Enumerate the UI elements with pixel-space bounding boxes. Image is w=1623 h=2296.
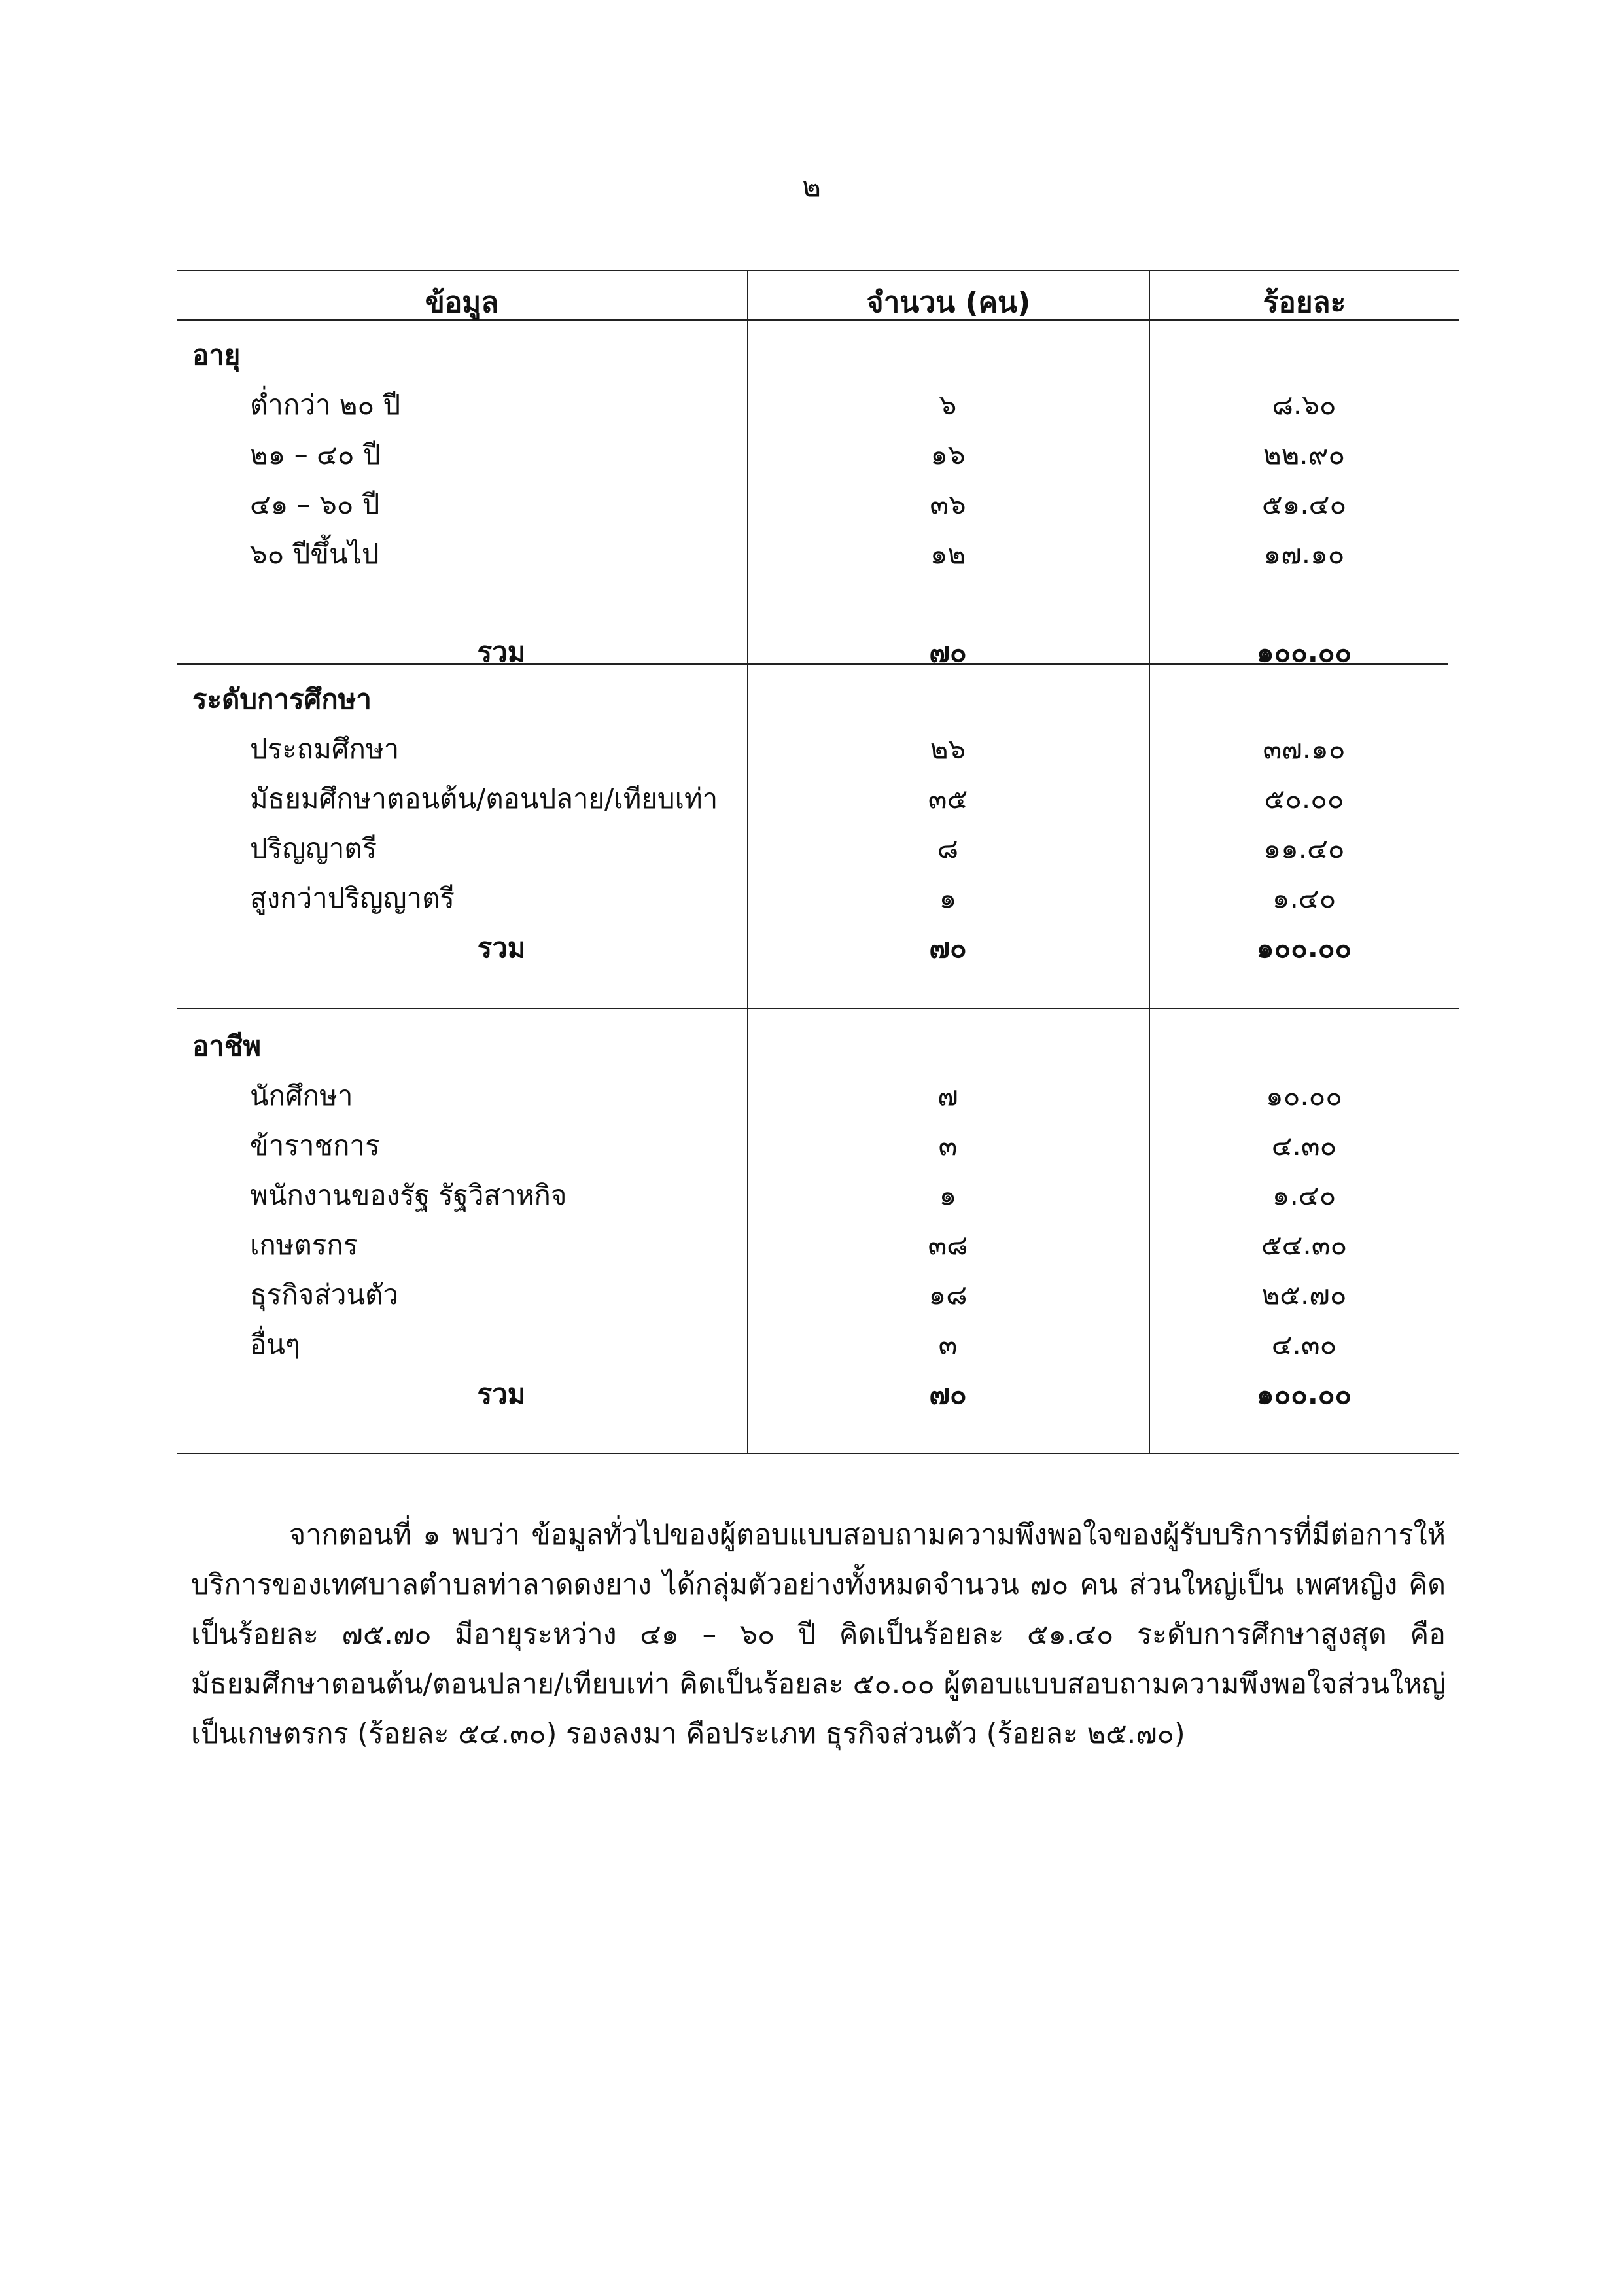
row-percent: ๔.๓๐ <box>1271 1129 1337 1161</box>
row-count: ๒๖ <box>930 733 966 765</box>
page-number: ๒ <box>801 170 821 203</box>
table-row <box>177 425 1459 475</box>
row-count: ๓๕ <box>928 783 968 815</box>
total-percent: ๑๐๐.๐๐ <box>1256 1378 1352 1410</box>
row-label: มัธยมศึกษาตอนต้น/ตอนปลาย/เทียบเท่า <box>250 783 718 815</box>
table-row <box>177 525 1459 574</box>
total-percent: ๑๐๐.๐๐ <box>1256 932 1352 964</box>
header-percent: ร้อยละ <box>1263 286 1346 319</box>
demographics-table <box>177 270 1459 1454</box>
row-percent: ๑๗.๑๐ <box>1263 538 1345 570</box>
row-count: ๓ <box>938 1328 958 1360</box>
row-count: ๘ <box>937 832 959 864</box>
row-percent: ๑.๔๐ <box>1272 1179 1336 1211</box>
row-label: ปริญญาตรี <box>250 832 377 864</box>
total-label: รวม <box>477 1378 526 1410</box>
row-count: ๓๖ <box>930 488 966 520</box>
total-row <box>177 1365 1459 1415</box>
table-row <box>177 1067 1459 1116</box>
row-label: ๒๑ – ๔๐ ปี <box>250 438 381 470</box>
section-age-title <box>177 326 1459 376</box>
table-row <box>177 1166 1459 1216</box>
row-percent: ๑.๔๐ <box>1272 882 1336 914</box>
row-label: ๔๑ – ๖๐ ปี <box>250 488 380 520</box>
section-title: อายุ <box>192 339 241 371</box>
total-count: ๗๐ <box>929 932 967 964</box>
row-count: ๖ <box>939 389 957 421</box>
row-percent: ๕๑.๔๐ <box>1261 488 1347 520</box>
table-row <box>177 720 1459 769</box>
row-label: นักศึกษา <box>250 1080 353 1112</box>
row-count: ๑ <box>939 1179 957 1211</box>
row-percent: ๒๕.๗๐ <box>1261 1279 1347 1311</box>
table-row <box>177 819 1459 869</box>
total-count: ๗๐ <box>929 1378 967 1410</box>
row-count: ๑๘ <box>928 1279 968 1311</box>
table-row <box>177 1216 1459 1265</box>
table-row <box>177 1315 1459 1365</box>
summary-paragraph <box>191 1510 1446 1759</box>
row-count: ๑๖ <box>930 438 966 470</box>
total-label: รวม <box>477 932 526 964</box>
header-count: จำนวน (คน) <box>866 286 1031 319</box>
row-label: ข้าราชการ <box>250 1129 380 1161</box>
table-row <box>177 475 1459 525</box>
row-percent: ๒๒.๙๐ <box>1263 438 1346 470</box>
table-row <box>177 1265 1459 1315</box>
row-percent: ๕๐.๐๐ <box>1264 783 1344 815</box>
total-row <box>177 623 1459 673</box>
row-label: ธุรกิจส่วนตัว <box>250 1279 399 1311</box>
total-percent: ๑๐๐.๐๐ <box>1256 636 1352 668</box>
row-label: เกษตรกร <box>250 1229 358 1261</box>
row-count: ๑ <box>939 882 957 914</box>
row-label: ต่ำกว่า ๒๐ ปี <box>250 389 401 421</box>
summary-text: จากตอนที่ ๑ พบว่า ข้อมูลทั่วไปของผู้ตอบแบบสอบถามความพึงพอใจของผู้รับบริการที่มีต่อการให้บริการของเทศบาลตำบลท่าลาดดงยาง ได้กลุ่มตัวอย่างทั้งหมดจำนวน ๗๐ คน ส่วนใหญ่เป็น เพศหญิง คิดเป็นร้อยละ ๗๕.๗๐ มีอายุระหว่าง ๔๑ – ๖๐ ปี คิดเป็นร้อยละ ๕๑.๔๐ ระดับการศึกษาสูงสุด คือ มัธยมศึกษาตอนต้น/ตอนปลาย/เทียบเท่า คิดเป็นร้อยละ ๕๐.๐๐ ผู้ตอบแบบสอบถามความพึงพอใจส่วนใหญ่เป็นเกษตรกร (ร้อยละ ๕๔.๓๐) รองลงมา คือประเภท ธุรกิจส่วนตัว (ร้อยละ ๒๕.๗๐) <box>191 1519 1446 1750</box>
row-percent: ๑๐.๐๐ <box>1266 1080 1342 1112</box>
row-label: ๖๐ ปีขึ้นไป <box>250 538 379 570</box>
section-title: ระดับการศึกษา <box>192 683 372 715</box>
row-label: สูงกว่าปริญญาตรี <box>250 882 455 914</box>
row-count: ๓๘ <box>928 1229 968 1261</box>
row-count: ๓ <box>938 1129 958 1161</box>
row-label: พนักงานของรัฐ รัฐวิสาหกิจ <box>250 1179 567 1211</box>
section-education-title <box>177 670 1459 720</box>
table-row <box>177 869 1459 919</box>
table-bottom-rule <box>177 1453 1459 1454</box>
header-info: ข้อมูล <box>425 286 499 319</box>
row-percent: ๓๗.๑๐ <box>1263 733 1346 765</box>
total-count: ๗๐ <box>929 636 967 668</box>
table-top-rule <box>177 270 1459 271</box>
row-percent: ๘.๖๐ <box>1272 389 1336 421</box>
education-section-rule <box>177 1008 1459 1009</box>
row-percent: ๕๔.๓๐ <box>1261 1229 1348 1261</box>
section-title: อาชีพ <box>192 1030 261 1062</box>
table-row <box>177 1116 1459 1166</box>
section-occupation-title <box>177 1017 1459 1067</box>
row-percent: ๔.๓๐ <box>1271 1328 1337 1360</box>
row-label: ประถมศึกษา <box>250 733 400 765</box>
table-row <box>177 376 1459 425</box>
row-count: ๑๒ <box>930 538 966 570</box>
row-count: ๗ <box>937 1080 958 1112</box>
total-row <box>177 919 1459 968</box>
table-row <box>177 769 1459 819</box>
row-percent: ๑๑.๔๐ <box>1263 832 1345 864</box>
row-label: อื่นๆ <box>250 1328 300 1360</box>
total-label: รวม <box>477 636 526 668</box>
